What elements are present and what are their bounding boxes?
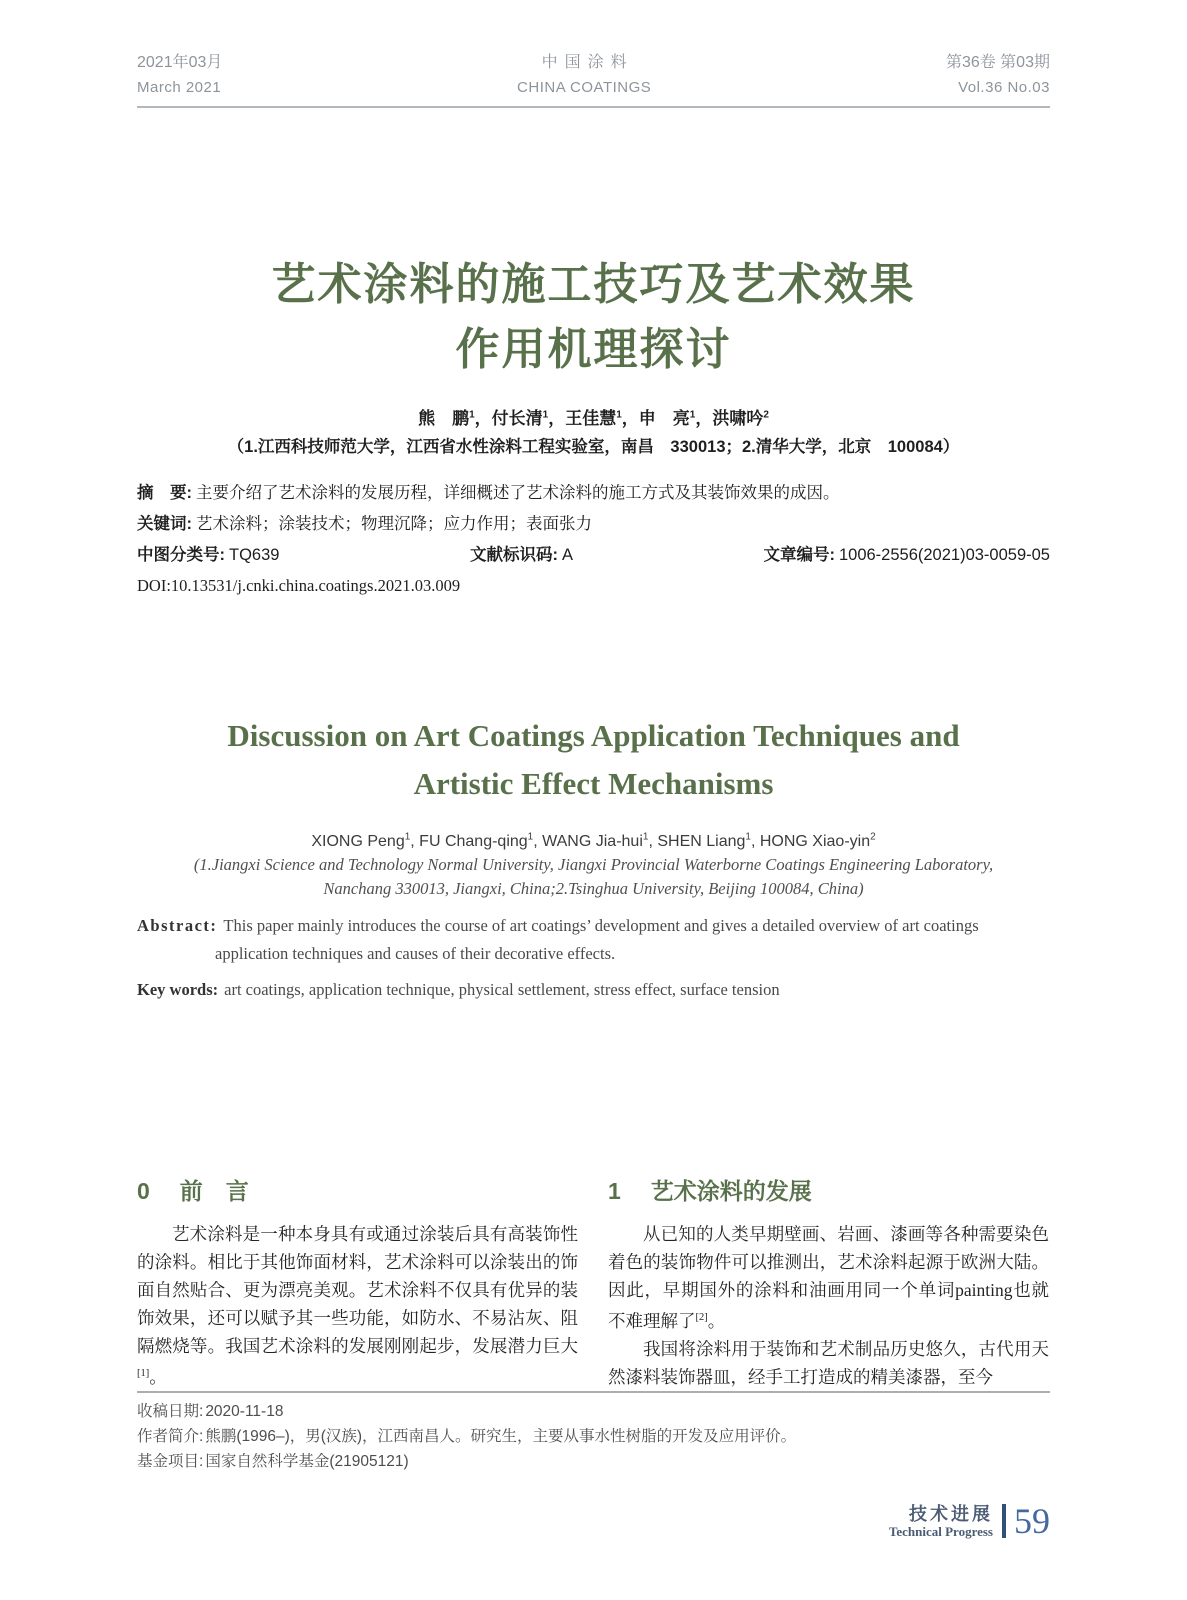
doc-code-label: 文献标识码:	[469, 546, 558, 564]
author-sep: ,	[648, 833, 658, 851]
header-date-block	[137, 50, 222, 100]
author-en	[542, 833, 657, 850]
clc-value: TQ639	[229, 546, 280, 564]
section-title: 前 言	[179, 1178, 249, 1204]
paragraph-text: 艺术涂料是一种本身具有或通过涂装后具有高装饰性的涂料。相比于其他饰面材料，艺术涂料可以涂装出的饰面自然贴合、更为漂亮美观。艺术涂料不仅具有优异的装饰效果，还可以赋予其一些功能，如防水、不易沾灰、阻隔燃烧等。我国艺术涂料的发展刚刚起步，发展潜力巨大	[137, 1224, 578, 1356]
affiliation-en-line2: Nanchang 330013, Jiangxi, China;2.Tsinghua University, Beijing 100084, China)	[323, 879, 864, 898]
citation-ref: [2]	[695, 1312, 708, 1323]
paragraph-tail: 。	[707, 1310, 726, 1331]
author-name: FU Chang-qing	[419, 833, 528, 851]
article-meta-zh	[137, 482, 1050, 597]
title-zh-line2: 作用机理探讨	[455, 325, 732, 374]
affiliation-en	[0, 853, 1187, 901]
author-bio-row	[137, 1424, 1050, 1449]
keywords-en-row	[137, 976, 1050, 1004]
author-affil-sup: 1	[745, 832, 751, 843]
article-no-item	[763, 544, 1050, 566]
affiliation-zh: （1.江西科技师范大学，江西省水性涂料工程实验室，南昌 330013；2.清华大学，北京 100084）	[227, 438, 960, 456]
clc-label: 中图分类号:	[137, 546, 225, 564]
section-title: 艺术涂料的发展	[650, 1178, 812, 1204]
author-name: XIONG Peng	[311, 833, 405, 851]
author-name: SHEN Liang	[657, 833, 746, 851]
classification-row	[137, 544, 1050, 566]
author-zh	[639, 409, 713, 428]
abstract-en-label: Abstract:	[137, 916, 218, 935]
affiliation-en-line1: (1.Jiangxi Science and Technology Normal University, Jiangxi Provincial Waterborne Coatings Engineering Laboratory,	[193, 855, 994, 874]
section-number: 1	[608, 1178, 621, 1204]
author-sep: ,	[750, 833, 760, 851]
doi-line: DOI:10.13531/j.cnki.china.coatings.2021.03.009	[137, 576, 461, 595]
header-journal-title-en: CHINA COATINGS	[517, 79, 652, 96]
author-name: HONG Xiao-yin	[759, 833, 871, 851]
author-name: 申 亮	[638, 408, 690, 428]
title-zh-line1: 艺术涂料的施工技巧及艺术效果	[271, 260, 916, 309]
keywords-en-label: Key words:	[137, 980, 219, 999]
author-name: WANG Jia-hui	[542, 833, 643, 851]
abstract-en-text: This paper mainly introduces the course of art coatings’ development and gives a detailed overview of art coatings application techniques and causes of their decorative effects.	[215, 916, 979, 963]
section-number: 0	[137, 1178, 150, 1204]
author-name: 王佳慧	[565, 408, 617, 428]
author-sep: ,	[410, 833, 420, 851]
keywords-row-zh	[137, 513, 1050, 535]
author-name: 洪啸吟	[712, 408, 764, 428]
author-affil-sup: 1	[616, 409, 622, 420]
header-date-zh: 2021年03月	[137, 54, 223, 71]
author-sep: ，	[474, 408, 492, 428]
fund-row	[137, 1449, 1050, 1474]
article-no-value: 1006-2556(2021)03-0059-05	[838, 546, 1050, 564]
abstract-en-row	[137, 912, 1050, 968]
footer-section-en: Technical Progress	[888, 1523, 993, 1539]
author-name: 熊 鹏	[418, 408, 470, 428]
author-affil-sup: 1	[404, 832, 411, 843]
author-en	[657, 833, 760, 850]
footer-section-zh: 技术进展	[909, 1503, 993, 1524]
header-journal-block	[517, 50, 651, 100]
author-zh	[418, 409, 492, 428]
header-journal-title-zh: 中国涂料	[541, 54, 634, 71]
author-list-en	[0, 827, 1187, 853]
keywords-label-zh: 关键词:	[137, 515, 192, 533]
clc-item	[137, 544, 279, 566]
author-bio-label: 作者简介:	[137, 1428, 204, 1445]
author-bio-value: 熊鹏(1996–)，男(汉族)，江西南昌人。研究生，主要从事水性树脂的开发及应用评价。	[205, 1428, 797, 1445]
author-affil-sup: 1	[689, 409, 696, 420]
paragraph-text: 从已知的人类早期壁画、岩画、漆画等各种需要染色着色的装饰物件可以推测出，艺术涂料起源于欧洲大陆。因此，早期国外的涂料和油画用同一个单词painting也就不难理解了	[608, 1224, 1049, 1331]
author-affil-sup: 1	[542, 409, 549, 420]
author-zh	[712, 409, 769, 428]
paragraph	[137, 1220, 578, 1391]
title-en-line1: Discussion on Art Coatings Application Techniques and	[227, 718, 960, 753]
author-affil-sup: 1	[527, 832, 534, 843]
page-number: 59	[1014, 1501, 1050, 1541]
abstract-row-zh	[137, 482, 1050, 504]
header-date-en: March 2021	[137, 79, 222, 96]
author-name: 付长清	[491, 408, 543, 428]
author-sep: ,	[533, 833, 543, 851]
author-sep: ，	[548, 408, 566, 428]
paragraph: 我国将涂料用于装饰和艺术制品历史悠久，古代用天然漆料装饰器皿，经手工打造成的精美漆器，至今	[608, 1338, 1049, 1387]
received-date-value: 2020-11-18	[205, 1403, 284, 1420]
abstract-text-zh: 主要介绍了艺术涂料的发展历程，详细概述了艺术涂料的施工方式及其装饰效果的成因。	[196, 484, 840, 502]
keywords-en-text: art coatings, application technique, physical settlement, stress effect, surface tension	[224, 980, 780, 999]
author-zh	[492, 409, 566, 428]
author-affil-sup: 1	[469, 409, 475, 420]
abstract-en-block	[137, 912, 1050, 1004]
abstract-label-zh: 摘 要:	[137, 484, 192, 502]
author-en	[760, 833, 876, 850]
body-columns	[137, 1176, 1050, 1391]
keywords-text-zh: 艺术涂料；涂装技术；物理沉降；应力作用；表面张力	[196, 515, 592, 533]
right-column	[608, 1176, 1049, 1391]
fund-value: 国家自然科学基金(21905121)	[205, 1453, 409, 1470]
received-date-row	[137, 1399, 1050, 1424]
paragraph-tail: 。	[149, 1366, 167, 1387]
author-affil-sup: 1	[642, 832, 649, 843]
citation-ref: [1]	[137, 1368, 150, 1379]
journal-header	[137, 50, 1050, 100]
section-heading-0	[137, 1176, 578, 1206]
header-divider-rule	[137, 106, 1050, 108]
author-en	[311, 833, 419, 850]
doc-code-value: A	[561, 546, 573, 564]
section-heading-1	[608, 1176, 1049, 1206]
left-column	[137, 1176, 578, 1391]
footer-divider-bar	[1002, 1504, 1006, 1538]
author-affil-sup: 2	[763, 409, 769, 420]
header-issue-en: Vol.36 No.03	[958, 79, 1050, 96]
author-zh	[565, 409, 639, 428]
author-list-zh	[0, 404, 1187, 430]
title-en-line2: Artistic Effect Mechanisms	[413, 766, 774, 801]
footer-section-block	[889, 1504, 993, 1539]
fund-label: 基金项目:	[137, 1453, 204, 1470]
article-title-zh	[0, 252, 1187, 382]
footnotes-block	[137, 1399, 1050, 1474]
author-sep: ，	[695, 408, 713, 428]
doc-code-item	[470, 544, 573, 566]
author-sep: ，	[621, 408, 639, 428]
received-date-label: 收稿日期:	[137, 1403, 204, 1420]
paragraph	[608, 1220, 1049, 1335]
footnote-divider-rule	[137, 1391, 1050, 1393]
header-issue-zh: 第36卷 第03期	[945, 54, 1050, 71]
author-en	[419, 833, 542, 850]
header-issue-block	[946, 50, 1050, 100]
author-affil-sup: 2	[870, 832, 876, 843]
article-title-en	[0, 712, 1187, 808]
page-footer	[889, 1502, 1050, 1540]
article-no-label: 文章编号:	[763, 546, 835, 564]
